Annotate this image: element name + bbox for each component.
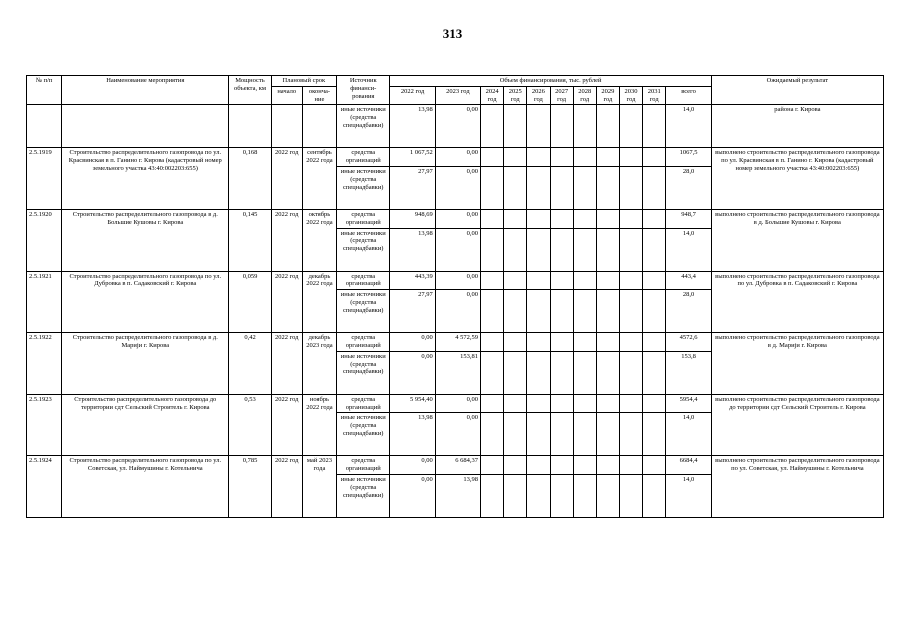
item-end: сентябрь 2022 года xyxy=(302,148,336,210)
table-row xyxy=(27,271,884,290)
header-source: Источник финанси-рования xyxy=(337,76,390,105)
amount-2022: 0,00 xyxy=(390,333,435,352)
item-name: Строительство распределительного газопровода по ул. Красвинская в п. Ганино г. Кирова (кадастровый номер земельного участка 43:40:002203:655) xyxy=(62,148,229,210)
item-name: Строительство распределительного газопровода в д. Большие Кушовы г. Кирова xyxy=(62,209,229,271)
amount-2023: 13,98 xyxy=(435,474,480,517)
amount-2023: 0,00 xyxy=(435,228,480,271)
header-year: 2031 год xyxy=(643,86,666,105)
amount-2023: 0,00 xyxy=(435,413,480,456)
amount-2023: 153,81 xyxy=(435,351,480,394)
amount-total: 5954,4 xyxy=(666,394,711,413)
header-start: начало xyxy=(271,86,302,105)
result-cell: выполнено строительство распределительного газопровода в д. Большие Кушовы г. Кирова xyxy=(711,209,883,271)
item-number: 2.5.1924 xyxy=(27,456,62,518)
amount-2022: 13,98 xyxy=(390,105,435,148)
amount-total: 153,8 xyxy=(666,351,711,394)
amount-2022: 0,00 xyxy=(390,474,435,517)
item-number: 2.5.1923 xyxy=(27,394,62,456)
source-cell: средства организаций xyxy=(337,333,390,352)
amount-2023: 6 684,37 xyxy=(435,456,480,475)
header-year: 2026 год xyxy=(527,86,550,105)
amount-2023: 0,00 xyxy=(435,166,480,209)
amount-2022: 13,98 xyxy=(390,413,435,456)
source-cell: иные источники (средства спецнадбавки) xyxy=(337,290,390,333)
item-end: декабрь 2023 года xyxy=(302,333,336,395)
table-row xyxy=(27,456,884,475)
item-number: 2.5.1922 xyxy=(27,333,62,395)
table-header xyxy=(27,76,884,105)
amount-total: 28,0 xyxy=(666,290,711,333)
result-cell: выполнено строительство распределительного газопровода до территории сдт Сельский Строитель г. Кирова xyxy=(711,394,883,456)
amount-2023: 0,00 xyxy=(435,394,480,413)
amount-2023: 0,00 xyxy=(435,271,480,290)
header-volume: Объем финансирования, тыс. рублей xyxy=(390,76,711,87)
item-name: Строительство распределительного газопровода до территории сдт Сельский Строитель г. Кирова xyxy=(62,394,229,456)
source-cell: иные источники (средства спецнадбавки) xyxy=(337,413,390,456)
header-total: всего xyxy=(666,86,711,105)
item-capacity: 0,42 xyxy=(229,333,271,395)
header-year: 2024 год xyxy=(481,86,504,105)
item-end: декабрь 2022 года xyxy=(302,271,336,333)
result-cell: выполнено строительство распределительного газопровода по ул. Дубровка в п. Садаковский г. Кирова xyxy=(711,271,883,333)
item-capacity: 0,53 xyxy=(229,394,271,456)
header-capacity: Мощность объекта, км xyxy=(229,76,271,105)
result-cell: района г. Кирова xyxy=(711,105,883,148)
header-name: Наименование мероприятия xyxy=(62,76,229,105)
table-row xyxy=(27,209,884,228)
amount-2022: 13,98 xyxy=(390,228,435,271)
result-cell: выполнено строительство распределительного газопровода по ул. Советская, ул. Наймушины г. Котельнича xyxy=(711,456,883,518)
item-start: 2022 год xyxy=(271,209,302,271)
amount-total: 4572,6 xyxy=(666,333,711,352)
amount-total: 28,0 xyxy=(666,166,711,209)
item-start: 2022 год xyxy=(271,333,302,395)
item-capacity: 0,059 xyxy=(229,271,271,333)
item-start: 2022 год xyxy=(271,456,302,518)
result-cell: выполнено строительство распределительного газопровода по ул. Красвинская в п. Ганино г. Кирова (кадастровый номер земельного участка 43:40:002203:655) xyxy=(711,148,883,210)
source-cell: средства организаций xyxy=(337,209,390,228)
table-row xyxy=(27,394,884,413)
amount-2022: 27,97 xyxy=(390,290,435,333)
header-year: 2023 год xyxy=(435,86,480,105)
source-cell: средства организаций xyxy=(337,271,390,290)
table-row xyxy=(27,333,884,352)
source-cell: иные источники (средства спецнадбавки) xyxy=(337,351,390,394)
amount-2022: 948,69 xyxy=(390,209,435,228)
amount-total: 948,7 xyxy=(666,209,711,228)
header-year: 2022 год xyxy=(390,86,435,105)
source-cell: средства организаций xyxy=(337,456,390,475)
item-capacity: 0,168 xyxy=(229,148,271,210)
header-num: № п/п xyxy=(27,76,62,105)
page-number: 313 xyxy=(442,26,463,41)
result-cell: выполнено строительство распределительного газопровода в д. Марији г. Кирова xyxy=(711,333,883,395)
item-capacity: 0,785 xyxy=(229,456,271,518)
amount-total: 443,4 xyxy=(666,271,711,290)
amount-total: 1067,5 xyxy=(666,148,711,167)
item-number: 2.5.1920 xyxy=(27,209,62,271)
table-row xyxy=(27,148,884,167)
header-year: 2030 год xyxy=(619,86,642,105)
source-cell: иные источники (средства спецнадбавки) xyxy=(337,105,390,148)
amount-total: 14,0 xyxy=(666,413,711,456)
header-year: 2025 год xyxy=(504,86,527,105)
financing-table xyxy=(26,75,884,518)
header-end: оконча-ние xyxy=(302,86,336,105)
amount-2022: 443,39 xyxy=(390,271,435,290)
amount-2023: 4 572,59 xyxy=(435,333,480,352)
item-number: 2.5.1919 xyxy=(27,148,62,210)
amount-2023: 0,00 xyxy=(435,209,480,228)
amount-total: 6684,4 xyxy=(666,456,711,475)
header-result: Ожидаемый результат xyxy=(711,76,883,105)
header-planned: Плановый срок xyxy=(271,76,336,87)
table-body xyxy=(27,105,884,518)
item-end: октябрь 2022 года xyxy=(302,209,336,271)
header-year: 2027 год xyxy=(550,86,573,105)
amount-2023: 0,00 xyxy=(435,148,480,167)
amount-2022: 27,97 xyxy=(390,166,435,209)
amount-total: 14,0 xyxy=(666,474,711,517)
item-start: 2022 год xyxy=(271,148,302,210)
amount-2022: 5 954,40 xyxy=(390,394,435,413)
source-cell: средства организаций xyxy=(337,394,390,413)
amount-2022: 0,00 xyxy=(390,351,435,394)
header-year: 2028 год xyxy=(573,86,596,105)
item-name: Строительство распределительного газопровода в д. Марији г. Кирова xyxy=(62,333,229,395)
item-start: 2022 год xyxy=(271,271,302,333)
item-start: 2022 год xyxy=(271,394,302,456)
amount-2023: 0,00 xyxy=(435,290,480,333)
table-row xyxy=(27,105,884,148)
amount-2022: 0,00 xyxy=(390,456,435,475)
amount-2023: 0,00 xyxy=(435,105,480,148)
item-end: май 2023 года xyxy=(302,456,336,518)
item-name: Строительство распределительного газопровода по ул. Советская, ул. Наймушины г. Котельнича xyxy=(62,456,229,518)
amount-2022: 1 067,52 xyxy=(390,148,435,167)
item-name: Строительство распределительного газопровода по ул. Дубровка в п. Садаковский г. Кирова xyxy=(62,271,229,333)
amount-total: 14,0 xyxy=(666,105,711,148)
item-number: 2.5.1921 xyxy=(27,271,62,333)
source-cell: иные источники (средства спецнадбавки) xyxy=(337,474,390,517)
header-year: 2029 год xyxy=(596,86,619,105)
item-capacity: 0,145 xyxy=(229,209,271,271)
source-cell: средства организаций xyxy=(337,148,390,167)
source-cell: иные источники (средства спецнадбавки) xyxy=(337,166,390,209)
item-end: ноябрь 2022 года xyxy=(302,394,336,456)
amount-total: 14,0 xyxy=(666,228,711,271)
source-cell: иные источники (средства спецнадбавки) xyxy=(337,228,390,271)
